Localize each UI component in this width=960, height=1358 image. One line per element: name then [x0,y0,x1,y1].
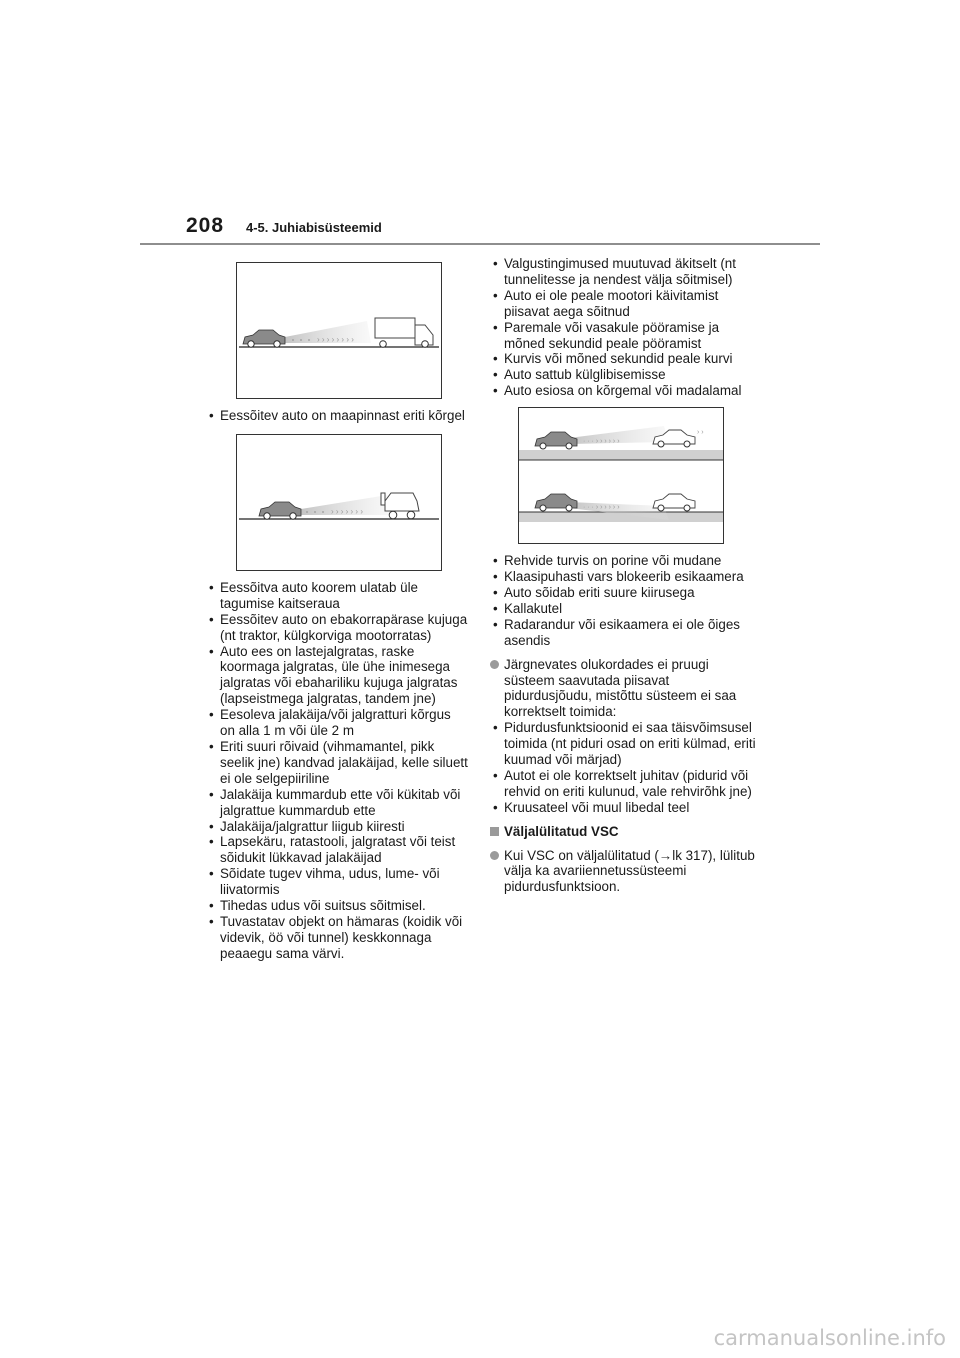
list-item: • Lapsekäru, ratastooli, jalgratast või teist sõidukit lükkavad jalakäijad [209,834,456,866]
bullet-char: • [209,408,214,423]
list-item: • Auto ei ole peale mootori käivitamist piisavat aega sõitnud [493,287,719,319]
list-item: • Eesoleva jalakäija/või jalgratturi kõrgus on alla 1 m või üle 2 m [209,707,451,739]
list-item: • Rehvide turvis on porine või mudane [493,553,722,569]
bullet-list-c [490,256,760,399]
figure-truck [236,262,442,399]
paragraph-vsc: Kui VSC on väljalülitatud (→lk 317), lülitub välja ka avariiennetussüsteemi pidurdusfunktsioon. [490,848,760,896]
page-number: 208 [186,214,225,237]
list-item: • Eriti suuri rõivaid (vihmamantel, pikk seelik jne) kandvad jalakäijad, kelle siluett ei ole selgepiiriline [209,738,468,786]
list-item: • Auto esiosa on kõrgemal või madalamal [493,383,742,399]
list-item: • Radarandur või esikaamera ei ole õiges asendis [493,616,740,648]
figure-suv [236,434,442,571]
square-bullet-icon [490,827,499,836]
left-column [206,262,468,962]
watermark: carmanualsonline.info [713,1326,946,1350]
list-item: • Kruusateel või muul libedal teel [493,799,690,815]
list-item: • Eessõitva auto koorem ulatab üle tagumise kaitseraua [209,579,419,611]
svg-text:· · · › › › › › ›: · · · › › › › › › [583,438,620,446]
svg-text:› › › › › › ›: › › › › › › › [331,506,363,516]
bullet-list-a [206,408,468,424]
header-rule [140,243,820,245]
list-item: • Klaasipuhasti vars blokeerib esikaamera [493,569,744,585]
list-item: • Kurvis või mõned sekundid peale kurvi [493,351,733,367]
svg-text:› › › › › › › ›: › › › › › › › › [317,335,354,344]
bullet-list-d [490,553,760,648]
page-reference-link[interactable]: lk 317), [672,847,717,863]
list-item: • Eessõitev auto on ebakorrapärase kujuga (nt traktor, külgkorviga mootorratas) [209,611,468,643]
list-item: • Pidurdusfunktsioonid ei saa täisvõimsusel toimida (nt piduri osad on eriti külmad, eriti kuumad või märjad) [493,720,756,768]
list-item: • Tuvastatav objekt on hämaras (koidik või videvik, öö või tunnel) keskkonnaga peaaegu sama värvi. [209,913,463,961]
svg-text:· · · › › › › › ›: · · · › › › › › › [583,504,620,512]
figure-road-slopes [518,407,724,544]
list-item: • Eessõitev auto on maapinnast eriti kõrgel [209,408,465,423]
list-item: • Kallakutel [493,600,563,616]
svg-text:› ›: › › [697,429,704,437]
circle-bullet-icon [490,851,499,860]
bullet-list-b [206,580,468,962]
list-item: • Paremale või vasakule pööramise ja mõned sekundid peale pööramist [493,319,720,351]
list-item: • Auto sõidab eriti suure kiirusega [493,584,695,600]
list-item: • Auto ees on lastejalgratas, raske koormaga jalgratas, üle ühe inimesega jalgratas või ebahariliku kujuga jalgratas (lapseistmega jalgratas, tandem jne) [209,643,458,707]
section-title: 4-5. Juhiabisüsteemid [246,220,382,235]
list-item: • Tihedas udus või suitsus sõitmisel. [209,898,426,914]
paragraph-braking: Järgnevates olukordades ei pruugi süsteem saavutada piisavat pidurdusjõudu, mistõttu süsteem ei saa korrektselt toimida: [490,657,760,721]
circle-bullet-icon [490,660,499,669]
list-item: • Jalakäija kummardub ette või kükitab või jalgrattue kummardub ette [209,786,461,818]
list-item: • Autot ei ole korrektselt juhitav (pidurid või rehvid on eriti kulunud, vale rehvirõhk jne) [493,767,752,799]
list-item: • Auto sattub külglibisemisse [493,367,666,383]
subheading-vsc: Väljalülitatud VSC [490,824,760,840]
list-item: • Sõidate tugev vihma, udus, lume- või liivatormis [209,866,440,898]
list-item: • Valgustingimused muutuvad äkitselt (nt tunnelitesse ja nendest välja sõitmisel) [493,256,736,287]
arrow-right-icon: → [658,847,673,863]
list-item: • Jalakäija/jalgrattur liigub kiiresti [209,818,405,834]
right-column [490,256,760,895]
bullet-list-e [490,720,760,815]
